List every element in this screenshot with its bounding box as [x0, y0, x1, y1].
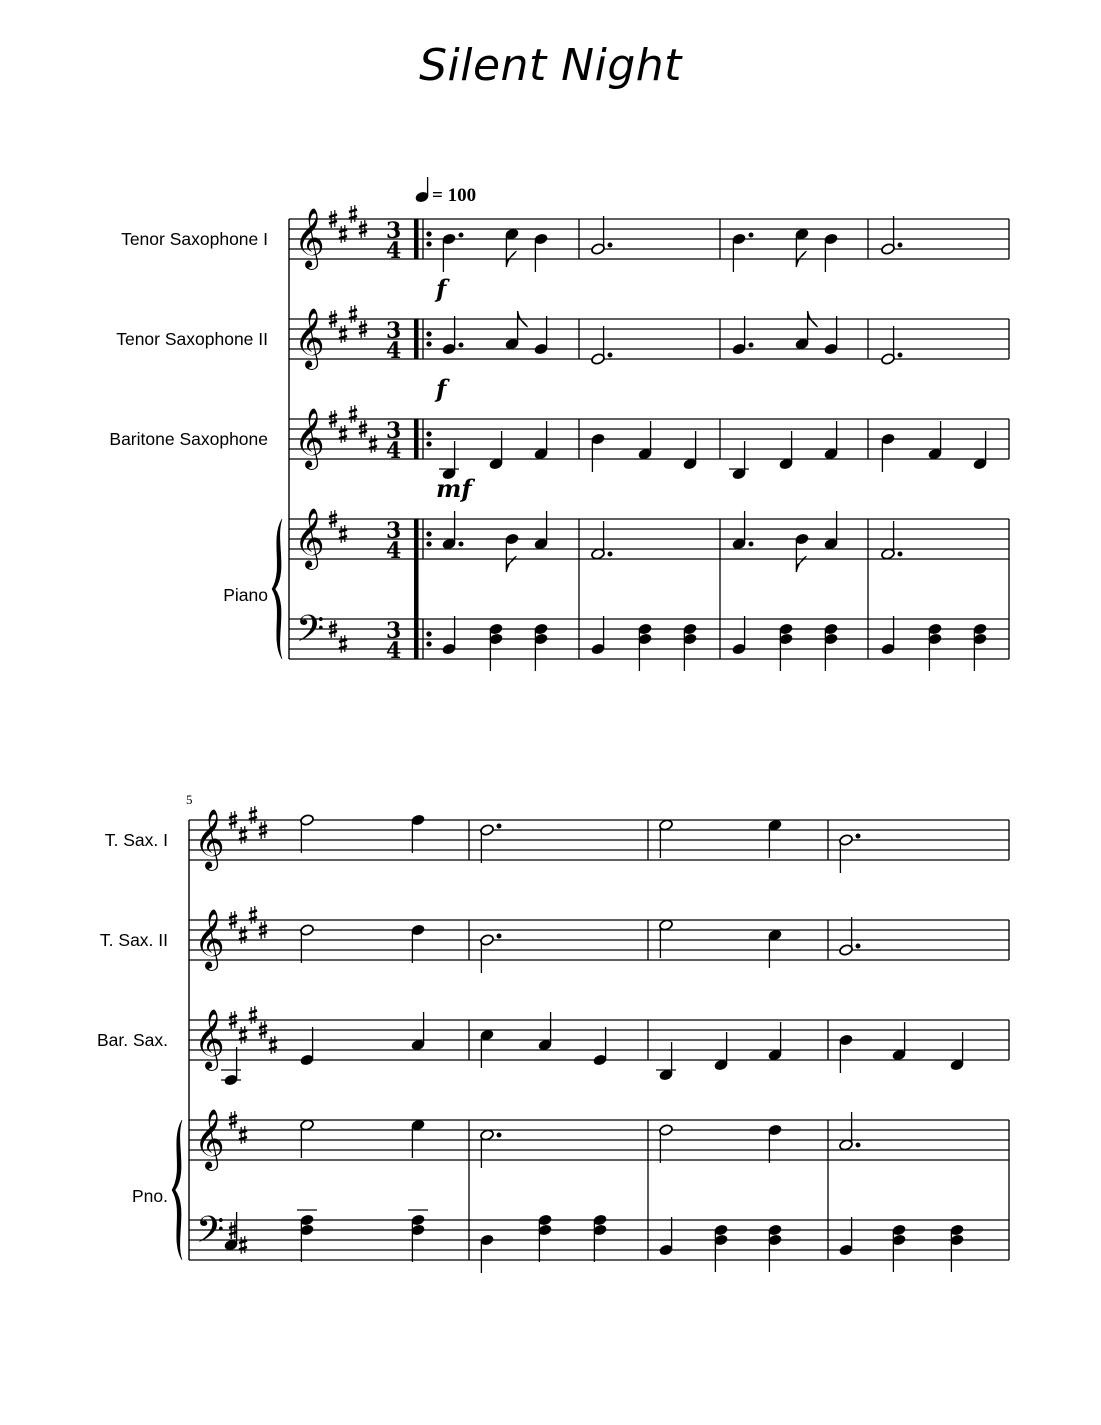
augmentation-dot — [608, 552, 612, 556]
repeat-barline-thick — [414, 419, 419, 459]
bass-clef-icon: 𝄢 — [196, 1209, 225, 1260]
treble-clef-icon: 𝄞 — [194, 1109, 225, 1169]
repeat-barline-thick — [414, 319, 419, 359]
sharp-icon — [349, 405, 357, 423]
treble-clef-icon: 𝄞 — [194, 1009, 225, 1069]
treble-clef-icon: 𝄞 — [294, 508, 325, 568]
sharp-icon — [339, 425, 347, 443]
treble-clef-icon: 𝄞 — [294, 308, 325, 368]
sharp-icon — [249, 906, 257, 924]
time-signature-numerator: 3 — [386, 318, 402, 344]
dynamic-marking: f — [436, 374, 447, 403]
repeat-dot — [427, 342, 431, 346]
sharp-icon — [339, 525, 347, 543]
augmentation-dot — [608, 243, 612, 247]
score-title: Silent Night — [419, 40, 682, 91]
bass-clef-icon: 𝄢 — [296, 608, 325, 659]
brace-icon — [172, 1120, 182, 1260]
time-signature-denominator: 4 — [386, 538, 402, 564]
augmentation-dot — [497, 934, 501, 938]
instrument-label-tenor-sax-1-short: T. Sax. I — [104, 830, 168, 850]
instrument-label-piano-short: Pno. — [132, 1186, 168, 1206]
treble-clef-icon: 𝄞 — [194, 909, 225, 969]
augmentation-dot — [459, 542, 463, 546]
repeat-dot — [427, 542, 431, 546]
augmentation-dot — [898, 353, 902, 357]
sharp-icon — [339, 225, 347, 243]
tempo-marking-text: = 100 — [432, 185, 477, 206]
augmentation-dot — [856, 944, 860, 948]
measure-number: 5 — [186, 792, 193, 807]
augmentation-dot — [608, 353, 612, 357]
staff — [189, 820, 1009, 860]
time-signature-denominator: 4 — [386, 338, 402, 364]
sharp-icon — [349, 205, 357, 223]
sharp-icon — [339, 325, 347, 343]
instrument-label-tenor-sax-1: Tenor Saxophone I — [121, 229, 268, 249]
repeat-dot — [427, 232, 431, 236]
sharp-icon — [339, 635, 347, 653]
sharp-icon — [239, 1236, 247, 1254]
sharp-icon — [239, 1026, 247, 1044]
augmentation-dot — [749, 233, 753, 237]
augmentation-dot — [459, 343, 463, 347]
augmentation-dot — [856, 1143, 860, 1147]
sharp-icon — [249, 806, 257, 824]
augmentation-dot — [497, 824, 501, 828]
repeat-dot — [427, 442, 431, 446]
time-signature-numerator: 3 — [386, 618, 402, 644]
time-signature-numerator: 3 — [386, 218, 402, 244]
sharp-icon — [249, 1006, 257, 1024]
sharp-icon — [369, 435, 377, 453]
repeat-dot — [427, 242, 431, 246]
instrument-label-tenor-sax-2: Tenor Saxophone II — [116, 329, 268, 349]
treble-clef-icon: 𝄞 — [194, 809, 225, 869]
augmentation-dot — [898, 552, 902, 556]
repeat-dot — [427, 432, 431, 436]
repeat-dot — [427, 632, 431, 636]
instrument-label-tenor-sax-2-short: T. Sax. II — [99, 930, 168, 950]
instrument-label-piano: Piano — [223, 585, 268, 605]
augmentation-dot — [459, 233, 463, 237]
time-signature-numerator: 3 — [386, 418, 402, 444]
augmentation-dot — [497, 1133, 501, 1137]
repeat-barline-thick — [414, 219, 419, 259]
treble-clef-icon: 𝄞 — [294, 408, 325, 468]
repeat-barline-thick — [414, 519, 419, 659]
augmentation-dot — [856, 834, 860, 838]
repeat-dot — [427, 642, 431, 646]
augmentation-dot — [749, 343, 753, 347]
dynamic-marking: mf — [436, 474, 472, 503]
instrument-label-baritone-sax-short: Bar. Sax. — [96, 1030, 168, 1050]
time-signature-numerator: 3 — [386, 518, 402, 544]
repeat-dot — [427, 332, 431, 336]
augmentation-dot — [898, 243, 902, 247]
brace-icon — [272, 519, 282, 659]
sharp-icon — [239, 826, 247, 844]
dynamic-marking: f — [436, 274, 447, 303]
instrument-label-baritone-sax: Baritone Saxophone — [109, 429, 268, 449]
repeat-dot — [427, 532, 431, 536]
augmentation-dot — [749, 542, 753, 546]
sharp-icon — [269, 1036, 277, 1054]
time-signature-denominator: 4 — [386, 438, 402, 464]
sharp-icon — [239, 926, 247, 944]
time-signature-denominator: 4 — [386, 638, 402, 664]
sharp-icon — [239, 1126, 247, 1144]
sharp-icon — [349, 305, 357, 323]
treble-clef-icon: 𝄞 — [294, 208, 325, 268]
time-signature-denominator: 4 — [386, 238, 402, 264]
